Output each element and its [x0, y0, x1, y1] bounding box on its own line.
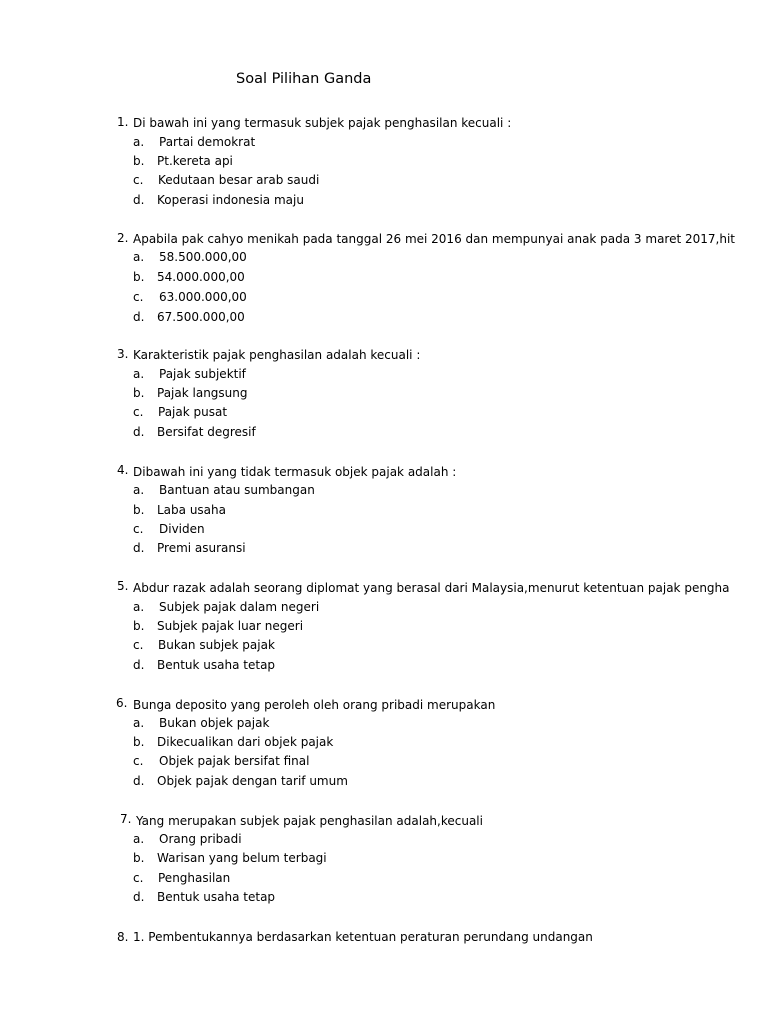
option-letter: a.: [133, 367, 145, 381]
option-text: 63.000.000,00: [159, 290, 247, 304]
option-letter: a.: [133, 716, 145, 730]
option-text: Dikecualikan dari objek pajak: [157, 735, 334, 749]
option-letter: a.: [133, 832, 145, 846]
option-text: Pt.kereta api: [157, 154, 233, 168]
option-text: Subjek pajak dalam negeri: [159, 600, 320, 614]
option-letter: c.: [133, 638, 144, 652]
option-text: Penghasilan: [158, 871, 231, 885]
question-text: Bunga deposito yang peroleh oleh orang pribadi merupakan: [133, 698, 496, 712]
option-text: Pajak pusat: [158, 405, 228, 419]
question-number: 3.: [117, 347, 129, 361]
question-text: Yang merupakan subjek pajak penghasilan adalah,kecuali: [136, 814, 483, 828]
option-letter: b.: [133, 735, 145, 749]
question-text: Dibawah ini yang tidak termasuk objek pajak adalah :: [133, 465, 457, 479]
question-text: 1. Pembentukannya berdasarkan ketentuan peraturan perundang undangan: [133, 930, 593, 944]
option-letter: a.: [133, 250, 145, 264]
option-text: 54.000.000,00: [157, 270, 245, 284]
question-number: 4.: [117, 463, 129, 477]
option-text: Bentuk usaha tetap: [157, 890, 276, 904]
question-number: 6.: [116, 696, 128, 710]
option-text: Pajak subjektif: [159, 367, 246, 381]
option-text: Kedutaan besar arab saudi: [158, 173, 320, 187]
option-letter: a.: [133, 135, 145, 149]
option-text: Warisan yang belum terbagi: [157, 851, 327, 865]
option-letter: d.: [133, 541, 145, 555]
question-number: 5.: [117, 579, 129, 593]
question-number: 1.: [117, 115, 129, 129]
option-text: 58.500.000,00: [159, 250, 247, 264]
option-letter: a.: [133, 483, 145, 497]
question-text: Karakteristik pajak penghasilan adalah kecuali :: [133, 348, 421, 362]
option-text: Subjek pajak luar negeri: [157, 619, 304, 633]
option-letter: b.: [133, 851, 145, 865]
question-number: 8.: [117, 930, 129, 944]
option-letter: c.: [133, 871, 144, 885]
option-text: Objek pajak dengan tarif umum: [157, 774, 348, 788]
option-text: Partai demokrat: [159, 135, 256, 149]
option-text: Pajak langsung: [157, 386, 248, 400]
option-letter: b.: [133, 270, 145, 284]
option-text: Bentuk usaha tetap: [157, 658, 276, 672]
option-letter: b.: [133, 503, 145, 517]
option-letter: b.: [133, 154, 145, 168]
option-text: Premi asuransi: [157, 541, 246, 555]
option-letter: b.: [133, 619, 145, 633]
option-text: Objek pajak bersifat final: [159, 754, 310, 768]
question-number: 7.: [120, 812, 132, 826]
option-letter: d.: [133, 425, 145, 439]
option-text: Orang pribadi: [159, 832, 242, 846]
option-letter: d.: [133, 310, 145, 324]
question-text: Apabila pak cahyo menikah pada tanggal 26 mei 2016 dan mempunyai anak pada 3 maret 2017,hit: [133, 232, 735, 246]
option-text: Bantuan atau sumbangan: [159, 483, 315, 497]
option-letter: c.: [133, 405, 144, 419]
option-letter: d.: [133, 774, 145, 788]
option-letter: d.: [133, 193, 145, 207]
option-letter: c.: [133, 290, 144, 304]
option-letter: d.: [133, 890, 145, 904]
option-text: Laba usaha: [157, 503, 226, 517]
question-text: Di bawah ini yang termasuk subjek pajak penghasilan kecuali :: [133, 116, 512, 130]
option-text: Bersifat degresif: [157, 425, 256, 439]
option-text: 67.500.000,00: [157, 310, 245, 324]
option-text: Bukan subjek pajak: [158, 638, 275, 652]
option-text: Dividen: [159, 522, 205, 536]
option-letter: b.: [133, 386, 145, 400]
option-letter: c.: [133, 522, 144, 536]
option-letter: c.: [133, 754, 144, 768]
option-letter: c.: [133, 173, 144, 187]
option-letter: a.: [133, 600, 145, 614]
option-letter: d.: [133, 658, 145, 672]
option-text: Bukan objek pajak: [159, 716, 270, 730]
page-title: Soal Pilihan Ganda: [236, 71, 372, 87]
option-text: Koperasi indonesia maju: [157, 193, 304, 207]
question-number: 2.: [117, 231, 129, 245]
question-text: Abdur razak adalah seorang diplomat yang berasal dari Malaysia,menurut ketentuan pajak pengha: [133, 581, 730, 595]
